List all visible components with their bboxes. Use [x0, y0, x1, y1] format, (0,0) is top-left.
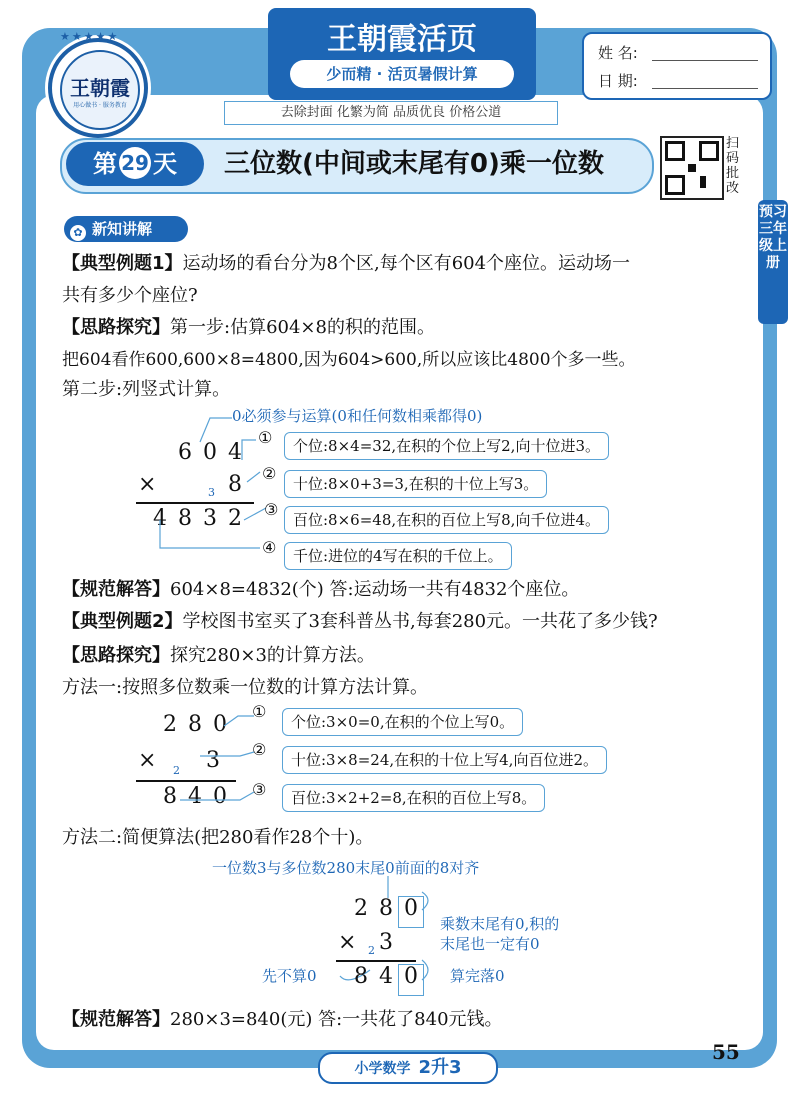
note-right-2: 末尾也一定有0	[440, 935, 540, 953]
name-label: 姓 名:	[598, 44, 638, 62]
logo-text: 王朝霞	[70, 76, 130, 100]
times-sign: ×	[138, 748, 157, 773]
step-box: 十位:8×0+3=3,在积的十位上写3。	[284, 470, 547, 498]
date-label: 日 期:	[598, 72, 638, 90]
step-number: ①	[258, 428, 273, 447]
step-number: ①	[252, 702, 267, 721]
qr-code-icon[interactable]	[660, 136, 724, 200]
m2-multiplier: 3	[206, 748, 220, 773]
series-subtitle: 少而精 · 活页暑假计算	[290, 60, 514, 88]
example1-line2: 共有多少个座位?	[62, 285, 198, 306]
note-zero-participates: 0必须参与运算(0和任何数相乘都得0)	[232, 407, 483, 425]
m1-product-digit: 4	[153, 506, 167, 531]
m2-multiplicand-digit: 2	[163, 712, 177, 737]
m1-product-digit: 2	[228, 506, 242, 531]
date-field[interactable]	[652, 88, 758, 89]
note-right-1: 乘数末尾有0,积的	[440, 915, 560, 933]
example1-answer: 【规范解答】604×8=4832(个) 答:运动场一共有4832个座位。	[62, 579, 580, 600]
step-box: 百位:3×2+2=8,在积的百位上写8。	[282, 784, 545, 812]
m2b-multiplicand-digit: 2	[354, 896, 368, 921]
brand-title: 王朝霞活页	[327, 22, 477, 57]
step-box: 百位:8×6=48,在积的百位上写8,向千位进4。	[284, 506, 609, 534]
example1-think: 【思路探究】第一步:估算604×8的积的范围。	[62, 317, 435, 338]
name-date-box	[582, 32, 772, 100]
lesson-title: 三位数(中间或末尾有0)乘一位数	[224, 149, 604, 179]
method2-label: 方法二:简便算法(把280看作28个十)。	[62, 827, 374, 848]
step-box: 十位:3×8=24,在积的十位上写4,向百位进2。	[282, 746, 607, 774]
example2-think: 【思路探究】探究280×3的计算方法。	[62, 645, 375, 666]
footer-badge: 小学数学 2升3	[318, 1052, 498, 1084]
m2-product-digit: 8	[163, 784, 177, 809]
m2b-multiplicand-digit: 8	[379, 896, 393, 921]
carry-digit: 3	[208, 486, 215, 499]
m2b-product-digit: 0	[404, 964, 418, 989]
title-banner	[268, 8, 536, 100]
m2-product-digit: 0	[213, 784, 227, 809]
times-sign: ×	[338, 930, 357, 955]
example2-answer: 【规范解答】280×3=840(元) 答:一共花了840元钱。	[62, 1009, 503, 1030]
times-sign: ×	[138, 472, 157, 497]
step-number: ②	[262, 464, 277, 483]
m2b-product-digit: 4	[379, 964, 393, 989]
m2b-multiplier: 3	[379, 930, 393, 955]
m2b-result-line	[336, 960, 416, 962]
name-field[interactable]	[652, 60, 758, 61]
example1-step2: 第二步:列竖式计算。	[62, 379, 231, 400]
m2-product-digit: 4	[188, 784, 202, 809]
note-align: 一位数3与多位数280末尾0前面的8对齐	[212, 859, 480, 877]
step-box: 个位:3×0=0,在积的个位上写0。	[282, 708, 523, 736]
method1-label: 方法一:按照多位数乘一位数的计算方法计算。	[62, 677, 429, 698]
carry-digit: 2	[368, 944, 375, 957]
medal-icon: ✿	[70, 225, 86, 241]
slogan: 去除封面 化繁为简 品质优良 价格公道	[224, 101, 558, 125]
step-number: ④	[262, 538, 277, 557]
m1-multiplicand-digit: 0	[203, 440, 217, 465]
example2-question: 【典型例题2】学校图书室买了3套科普丛书,每套280元。一共花了多少钱?	[62, 611, 658, 632]
qr-label: 扫码批改	[726, 136, 740, 196]
note-left: 先不算0	[262, 967, 317, 985]
step-number: ③	[252, 780, 267, 799]
m1-product-digit: 3	[203, 506, 217, 531]
example1-line1: 【典型例题1】运动场的看台分为8个区,每个区有604个座位。运动场一	[62, 253, 631, 274]
step-box: 个位:8×4=32,在积的个位上写2,向十位进3。	[284, 432, 609, 460]
step-box: 千位:进位的4写在积的千位上。	[284, 542, 512, 570]
m2-multiplicand-digit: 0	[213, 712, 227, 737]
m1-multiplicand-digit: 6	[178, 440, 192, 465]
day-number: 29	[119, 147, 151, 179]
carry-digit: 2	[173, 764, 180, 777]
note-after: 算完落0	[450, 967, 505, 985]
m2-connector-lines	[180, 704, 280, 824]
step-number: ③	[264, 500, 279, 519]
m2-multiplicand-digit: 8	[188, 712, 202, 737]
m2b-multiplicand-digit: 0	[404, 896, 418, 921]
star-icons: ★★★★★	[60, 30, 120, 43]
brand-logo	[48, 38, 148, 138]
m1-multiplicand-digit: 4	[228, 440, 242, 465]
section-badge: ✿ 新知讲解	[64, 216, 188, 242]
example1-estimate: 把604看作600,600×8=4800,因为604>600,所以应该比4800个多一些。	[62, 350, 636, 370]
m1-multiplier: 8	[228, 472, 242, 497]
day-badge: 第 29 天	[66, 142, 204, 186]
page-number: 55	[712, 1040, 740, 1064]
side-tab: 预习三年级上册	[758, 200, 788, 324]
logo-subtext: 用心做书 · 服务教育	[73, 102, 127, 109]
m1-product-digit: 8	[178, 506, 192, 531]
m2b-product-digit: 8	[354, 964, 368, 989]
step-number: ②	[252, 740, 267, 759]
